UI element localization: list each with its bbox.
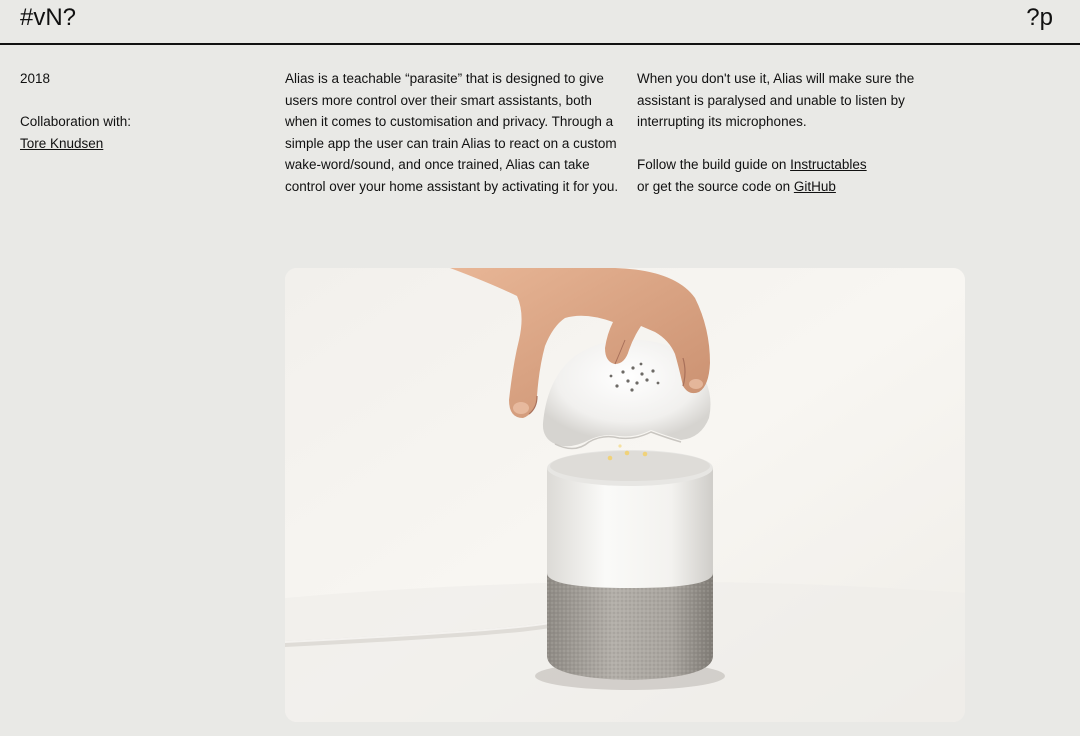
- build-guide-line: [637, 154, 937, 176]
- project-meta: [20, 68, 260, 154]
- collaboration-label: Collaboration with:: [20, 114, 132, 129]
- site-logo-link[interactable]: #vN?: [20, 4, 77, 31]
- site-header: [0, 0, 1080, 45]
- description-paragraph: Alias is a teachable “parasite” that is designed to give users more control over their smart assistants, both when it comes to customisation and privacy. Through a simple app the user can train Alias to react on a custom wake-word/sound, and once trained, Alias can take control over your home assistant by activating it for you.: [285, 71, 619, 194]
- instructables-link[interactable]: Instructables: [790, 157, 867, 172]
- menu-link[interactable]: ?p: [1026, 4, 1053, 31]
- github-link[interactable]: GitHub: [793, 178, 836, 194]
- source-prefix: or get the source code on: [637, 178, 794, 194]
- alias-device-illustration: [285, 268, 965, 722]
- details-column: [637, 68, 937, 197]
- privacy-paragraph: When you don't use it, Alias will make sure the assistant is paralysed and unable to listen by interrupting its microphones.: [637, 71, 915, 129]
- guide-prefix: Follow the build guide on: [637, 157, 791, 172]
- description-column: [285, 68, 620, 197]
- collaborator-link[interactable]: Tore Knudsen: [20, 135, 104, 151]
- project-photo: [285, 268, 965, 722]
- project-year: 2018: [20, 71, 51, 86]
- source-code-line: [637, 176, 937, 198]
